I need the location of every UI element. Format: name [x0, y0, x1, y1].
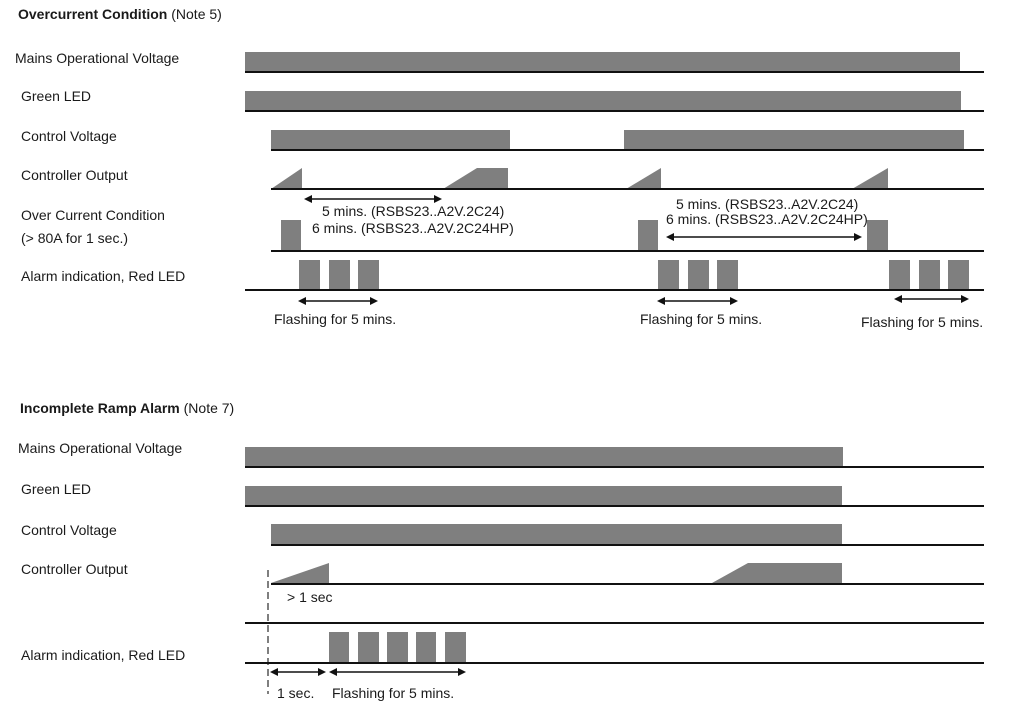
one-sec-arrow-right-head — [318, 668, 326, 676]
label-alarm-red-led-2: Alarm indication, Red LED — [21, 647, 186, 663]
flash-label-r2: Flashing for 5 mins. — [332, 685, 455, 701]
alarm-flash-2c — [717, 260, 738, 290]
alarm-flash-1c — [358, 260, 379, 290]
label-green-led-2: Green LED — [21, 481, 92, 497]
timer-1-line-1: 5 mins. (RSBS23..A2V.2C24) — [322, 203, 505, 219]
control-voltage-pulse-1 — [271, 130, 510, 150]
controller-output-ramp-1 — [271, 168, 302, 189]
green-led-signal — [245, 91, 961, 111]
timer-arrow-1-right-head — [434, 195, 442, 203]
mains-signal — [245, 52, 960, 72]
label-mains-voltage-2: Mains Operational Voltage — [18, 440, 183, 456]
alarm-flash-3c — [948, 260, 969, 290]
flash-label-2: Flashing for 5 mins. — [640, 311, 763, 327]
label-controller-output: Controller Output — [21, 167, 128, 183]
alarm-flash-2b — [688, 260, 709, 290]
alarm-flash-r2b — [358, 632, 379, 662]
label-mains-voltage: Mains Operational Voltage — [15, 50, 180, 66]
flash-arrow-3-right-head — [961, 295, 969, 303]
controller-output-ramp-3 — [626, 168, 661, 189]
over-current-pulse-1 — [281, 220, 301, 250]
section-title-ramp-alarm: Incomplete Ramp Alarm (Note 7) — [20, 400, 235, 416]
timer-arrow-1-left-head — [304, 195, 312, 203]
over-current-pulse-3 — [867, 220, 888, 250]
controller-output-ramp-down — [712, 563, 842, 583]
label-control-voltage-2: Control Voltage — [21, 522, 117, 538]
label-alarm-red-led: Alarm indication, Red LED — [21, 268, 186, 284]
alarm-flash-2a — [658, 260, 679, 290]
alarm-flash-1b — [329, 260, 350, 290]
label-over-current-threshold: (> 80A for 1 sec.) — [21, 230, 128, 246]
timer-arrow-2-right-head — [854, 233, 862, 241]
flash-label-3: Flashing for 5 mins. — [861, 314, 984, 330]
timer-1-line-2: 6 mins. (RSBS23..A2V.2C24HP) — [312, 220, 514, 236]
timer-arrow-2-left-head — [666, 233, 674, 241]
one-sec-label: 1 sec. — [277, 685, 315, 701]
alarm-flash-3a — [889, 260, 910, 290]
alarm-flash-1a — [299, 260, 320, 290]
alarm-flash-r2a — [329, 632, 349, 662]
one-sec-arrow-left-head — [270, 668, 278, 676]
alarm-flash-3b — [919, 260, 940, 290]
alarm-flash-r2c — [387, 632, 408, 662]
green-led-signal-2 — [245, 486, 842, 506]
controller-output-ramp-4 — [852, 168, 888, 189]
flash-arrow-r2-left-head — [329, 668, 337, 676]
section-title-overcurrent: Overcurrent Condition (Note 5) — [18, 6, 222, 22]
flash-arrow-1-left-head — [298, 297, 306, 305]
mains-signal-2 — [245, 447, 843, 467]
timer-2-line-2: 6 mins. (RSBS23..A2V.2C24HP) — [666, 211, 868, 227]
over-current-pulse-2 — [638, 220, 658, 250]
alarm-flash-r2e — [445, 632, 466, 662]
flash-label-1: Flashing for 5 mins. — [274, 311, 397, 327]
alarm-flash-r2d — [416, 632, 436, 662]
label-over-current: Over Current Condition — [21, 207, 165, 223]
controller-output-ramp-incomplete — [271, 563, 329, 583]
flash-arrow-2-right-head — [730, 297, 738, 305]
label-control-voltage: Control Voltage — [21, 128, 117, 144]
controller-output-ramp-2 — [443, 168, 508, 189]
flash-arrow-2-left-head — [657, 297, 665, 305]
label-green-led: Green LED — [21, 88, 92, 104]
control-voltage-signal-2 — [271, 524, 842, 545]
timer-2-line-1: 5 mins. (RSBS23..A2V.2C24) — [676, 196, 859, 212]
flash-arrow-1-right-head — [370, 297, 378, 305]
delay-label: > 1 sec — [287, 589, 333, 605]
flash-arrow-r2-right-head — [458, 668, 466, 676]
flash-arrow-3-left-head — [894, 295, 902, 303]
label-controller-output-2: Controller Output — [21, 561, 128, 577]
control-voltage-pulse-2 — [624, 130, 964, 150]
